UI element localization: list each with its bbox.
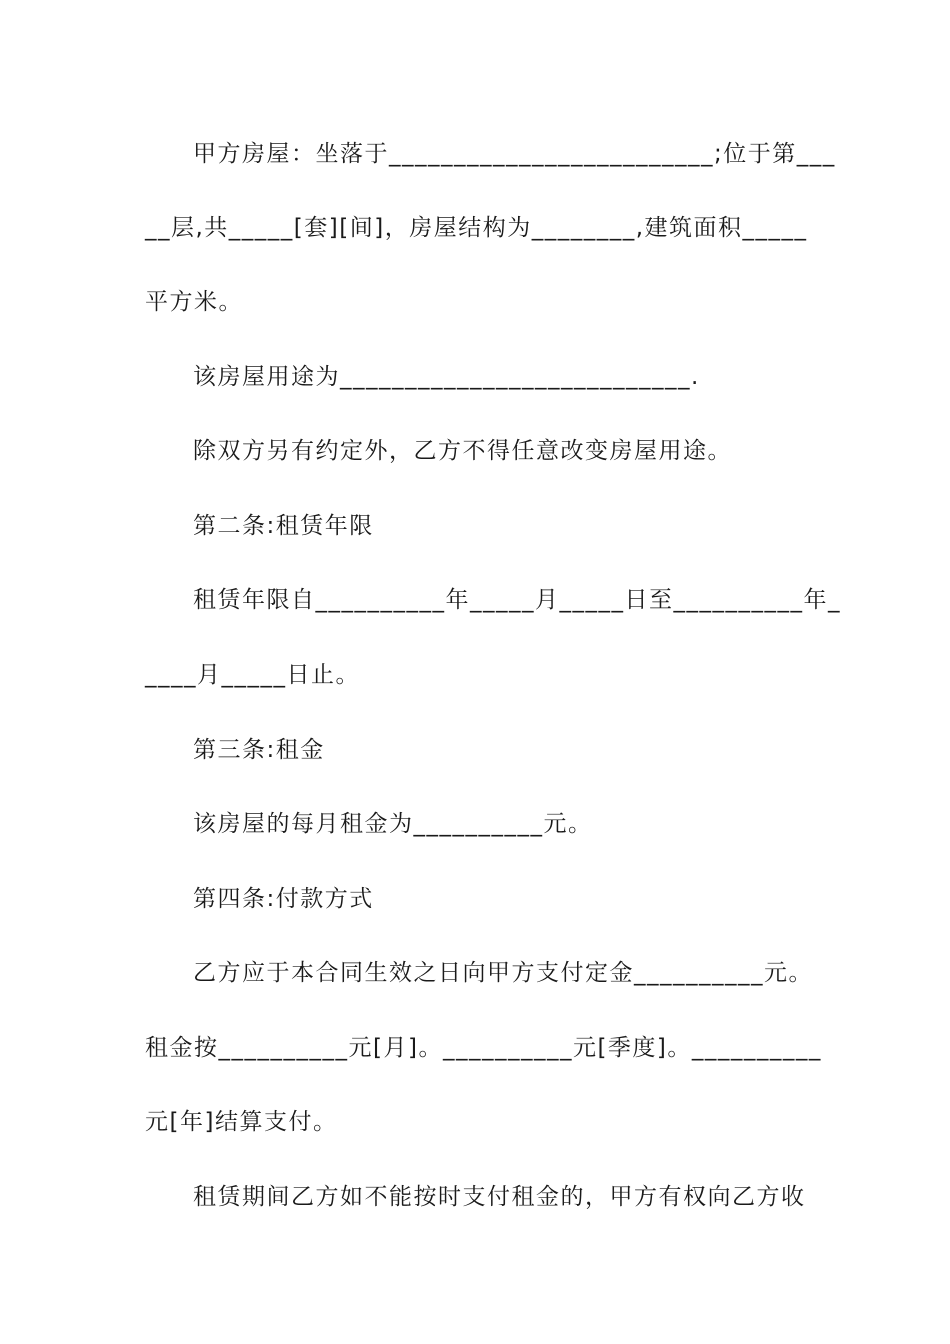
paragraph-premises-structure: __层,共_____[套][间]，房屋结构为________,建筑面积_____ bbox=[145, 215, 808, 241]
paragraph-monthly-rent: 该房屋的每月租金为__________元。 bbox=[193, 811, 593, 837]
paragraph-premises-area-unit: 平方米。 bbox=[145, 289, 243, 315]
heading-article-2: 第二条:租赁年限 bbox=[193, 513, 374, 539]
paragraph-use-restriction: 除双方另有约定外，乙方不得任意改变房屋用途。 bbox=[193, 438, 732, 464]
paragraph-deposit: 乙方应于本合同生效之日向甲方支付定金__________元。 bbox=[193, 960, 813, 986]
heading-article-4: 第四条:付款方式 bbox=[193, 886, 374, 912]
heading-article-3: 第三条:租金 bbox=[193, 737, 325, 763]
paragraph-late-payment: 租赁期间乙方如不能按时支付租金的，甲方有权向乙方收 bbox=[193, 1184, 806, 1210]
paragraph-lease-term: 租赁年限自__________年_____月_____日至__________年_ bbox=[193, 587, 841, 613]
paragraph-premises-location: 甲方房屋：坐落于_________________________;位于第___ bbox=[193, 141, 836, 167]
paragraph-lease-term-end: ____月_____日止。 bbox=[145, 662, 360, 688]
paragraph-premises-use: 该房屋用途为___________________________. bbox=[193, 364, 700, 390]
paragraph-rent-settlement-end: 元[年]结算支付。 bbox=[145, 1109, 338, 1135]
paragraph-rent-settlement: 租金按__________元[月]。__________元[季度]。__________ bbox=[145, 1035, 822, 1061]
